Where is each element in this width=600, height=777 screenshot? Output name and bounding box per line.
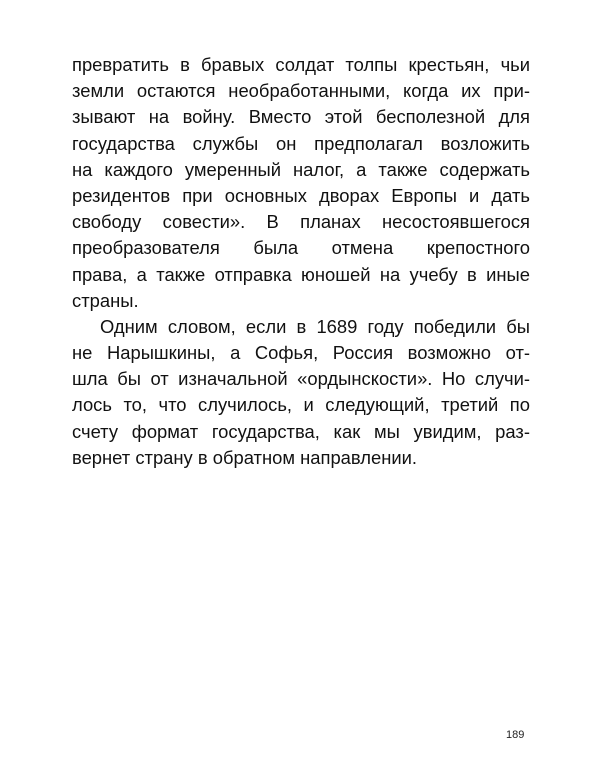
text-line: счету формат государства, как мы увидим, раз- [72, 420, 530, 442]
text-line: шла бы от изначальной «ордынскости». Но случи- [72, 368, 530, 390]
text-line: права, а также отправка юношей на учебу в иные [72, 263, 530, 285]
text-line: Одним словом, если в 1689 году победили бы [100, 315, 530, 337]
text-line: страны. [72, 289, 139, 311]
text-line: превратить в бравых солдат толпы крестьян, чьи [72, 54, 530, 75]
text-line: государства службы он предполагал возложить [72, 132, 530, 154]
text-line: преобразователя была отмена крепостного [72, 237, 530, 259]
text-line: зывают на войну. Вместо этой бесполезной для [72, 106, 530, 128]
body-text [72, 52, 530, 471]
text-line: лось то, что случилось, и следующий, третий по [72, 394, 530, 416]
text-line: земли остаются необработанными, когда их при- [72, 80, 530, 102]
text-line: вернет страну в обратном направлении. [72, 446, 418, 468]
text-line: резидентов при основных дворах Европы и дать [72, 184, 530, 206]
text-line: на каждого умеренный налог, а также содержать [72, 158, 530, 180]
page-number: 189 [506, 729, 525, 741]
text-line: не Нарышкины, а Софья, Россия возможно от- [72, 342, 530, 364]
text-line: свободу совести». В планах несостоявшегося [72, 211, 530, 233]
